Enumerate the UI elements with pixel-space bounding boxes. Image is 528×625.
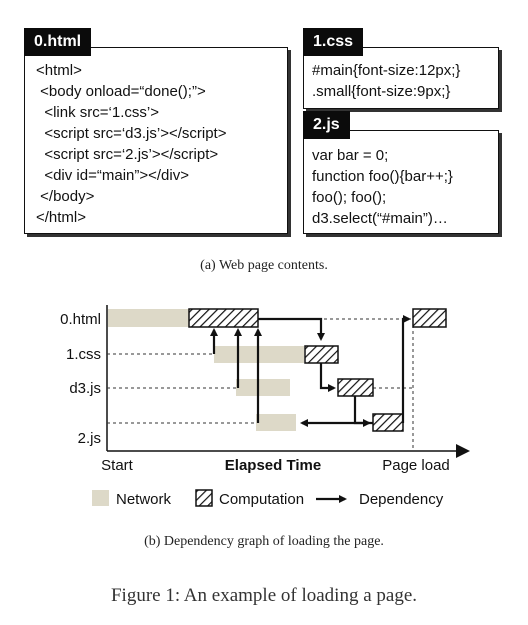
code-line: .small{font-size:9px;} [312,83,451,100]
x-axis-end-label: Page load [382,457,450,474]
computation-bar-2js [373,414,403,431]
figure-caption: Figure 1: An example of loading a page. [110,585,418,606]
dependency-arrows [214,319,409,423]
js-box-title: 2.js [303,111,350,139]
code-line: </body> [36,188,95,205]
code-line: </html> [36,209,87,226]
code-line: <body onload=“done();”> [36,83,206,100]
computation-bar-1css [305,346,338,363]
network-bar-d3js [236,379,290,396]
legend-computation-label: Computation [219,491,305,508]
code-line: <link src=‘1.css’> [36,104,159,121]
x-axis-title: Elapsed Time [224,457,322,474]
dependency-arrow [403,319,409,423]
row-label-1css: 1.css [65,346,101,363]
code-line: <script src=‘2.js’></script> [36,146,219,163]
code-line: #main{font-size:12px;} [312,62,461,79]
code-line: d3.select(“#main”)… [312,210,448,227]
css-box-title: 1.css [303,28,363,56]
code-line: <script src=‘d3.js’></script> [36,125,227,142]
x-axis-start-label: Start [101,457,133,474]
legend-computation-swatch [196,490,212,506]
code-line: function foo(){bar++;} [312,168,453,185]
panel-a-caption: (a) Web page contents. [200,258,328,273]
dependency-arrow [355,396,369,423]
x-axis-arrowhead [456,444,470,458]
row-label-0html: 0.html [60,311,101,328]
computation-bar-0html-b [413,309,446,327]
dependency-arrow [321,363,334,388]
legend-network-label: Network [116,491,172,508]
code-line: <div id=“main”></div> [36,167,189,184]
html-box-title: 0.html [24,28,91,56]
network-bar-0html [108,309,190,327]
dependency-arrow [258,319,321,339]
code-line: foo(); foo(); [312,189,387,206]
legend-network-swatch [92,490,109,506]
code-line: var bar = 0; [312,147,389,164]
network-bar-2js [256,414,296,431]
legend-dependency-label: Dependency [359,491,444,508]
row-label-2js: 2.js [77,430,101,447]
row-label-d3js: d3.js [69,380,101,397]
computation-bar-d3js [338,379,373,396]
panel-b-caption: (b) Dependency graph of loading the page. [144,534,384,549]
computation-bar-0html-a [189,309,258,327]
code-line: <html> [36,62,82,79]
